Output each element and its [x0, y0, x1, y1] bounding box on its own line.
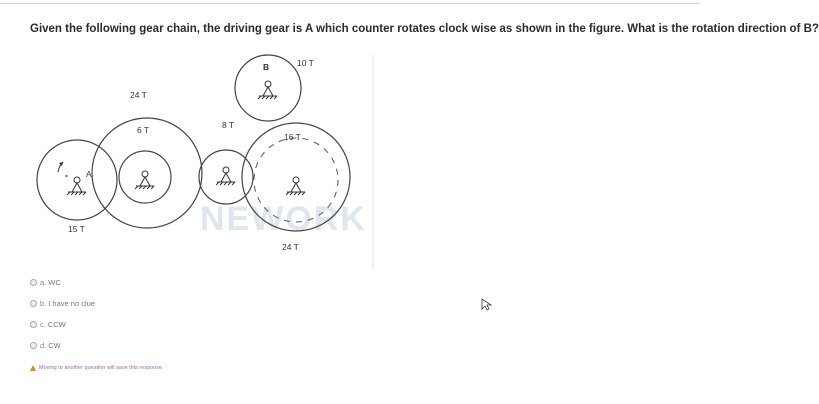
label-6t: 6 T: [137, 125, 150, 135]
option-c-letter: c.: [40, 319, 46, 329]
option-c-label: CCW: [47, 319, 66, 329]
option-d-label: CW: [48, 340, 61, 350]
warning-text: Moving to another question will save this response.: [39, 365, 164, 371]
pivot-6t: [135, 171, 154, 189]
option-b-letter: b.: [40, 298, 47, 308]
radio-option-a[interactable]: [30, 279, 37, 286]
label-15t: 15 T: [68, 224, 85, 234]
label-16t: 16 T: [284, 132, 301, 142]
label-8t: 8 T: [222, 120, 235, 130]
label-10t: 10 T: [297, 58, 314, 68]
option-a-letter: a.: [40, 277, 47, 287]
watermark: NEWORK: [200, 200, 367, 238]
pivot-b: [258, 81, 277, 99]
radio-option-d[interactable]: [30, 342, 37, 349]
option-b[interactable]: [30, 293, 95, 313]
rotation-arrowhead: [59, 162, 63, 166]
option-d[interactable]: [30, 335, 95, 355]
label-b: B: [263, 62, 270, 72]
warning-icon: [30, 365, 36, 371]
option-d-letter: d.: [40, 340, 47, 350]
save-warning: [30, 365, 163, 371]
label-24t-bottom: 24 T: [282, 242, 299, 252]
option-c[interactable]: [30, 314, 95, 334]
radio-option-b[interactable]: [30, 300, 37, 307]
option-a-label: WC: [48, 277, 61, 287]
radio-option-c[interactable]: [30, 321, 37, 328]
option-b-label: I have no clue: [48, 298, 95, 308]
label-24t-top: 24 T: [130, 90, 147, 100]
label-a: A: [86, 169, 92, 179]
mouse-cursor-icon: [480, 298, 494, 312]
answer-options: [30, 272, 95, 356]
pivot-8t: [216, 167, 235, 185]
pivot-24t-right: [286, 177, 305, 195]
pivot-a: [65, 176, 86, 195]
option-a[interactable]: [30, 272, 95, 292]
question-text: Given the following gear chain, the driving gear is A which counter rotates clock wise as shown in the figure. What is the rotation direction of B?: [30, 23, 819, 35]
